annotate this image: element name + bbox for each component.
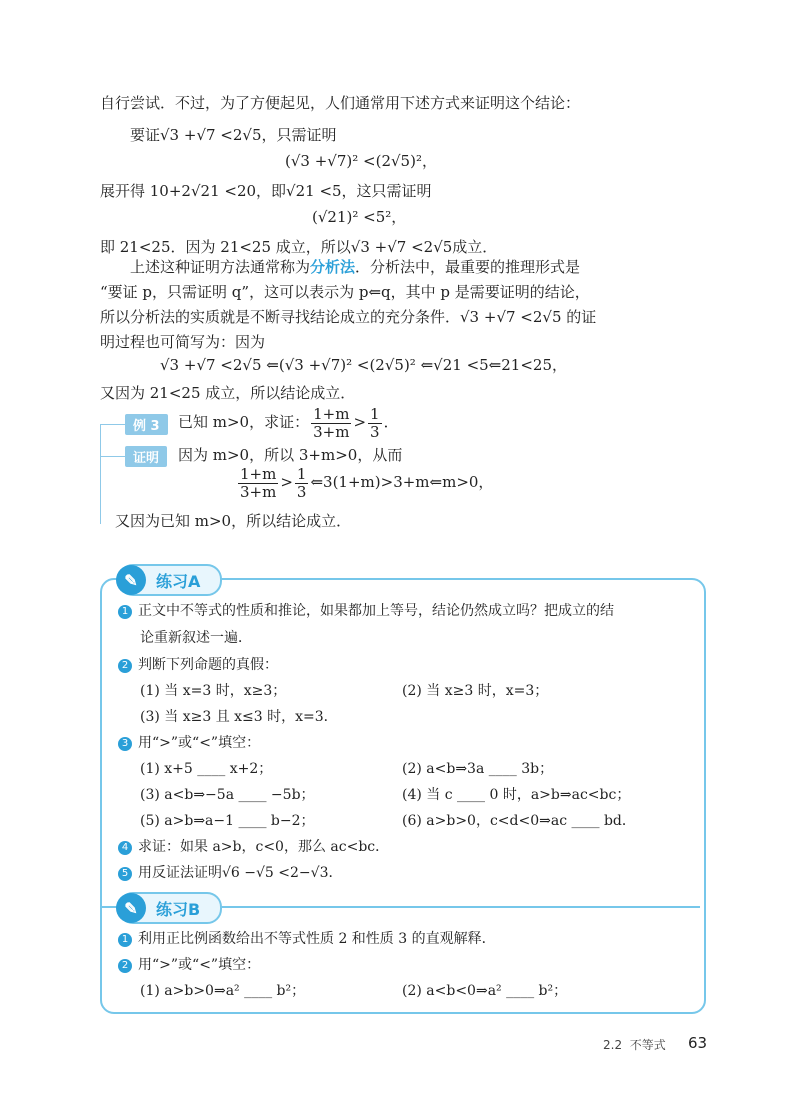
exA-text-3: 用“>”或“<”填空： bbox=[138, 735, 261, 751]
example-rhs-num: 1 bbox=[370, 405, 380, 423]
proof-fraction bbox=[238, 466, 278, 500]
example-period: ． bbox=[383, 413, 399, 431]
exercise-b-header bbox=[118, 892, 222, 924]
exercise-b-title: 练习B bbox=[156, 899, 201, 919]
proof-rhs-den: 3 bbox=[296, 482, 307, 501]
example-connector-top bbox=[100, 424, 125, 425]
exA-item-3-1: (1) x+5 ____ x+2； bbox=[140, 761, 273, 777]
proof-frac-num: 1+m bbox=[240, 465, 277, 483]
exA-text-1a: 正文中不等式的性质和推论，如果都加上等号，结论仍然成立吗？把成立的结 bbox=[138, 603, 614, 619]
formula-2: (√21)² <5²， bbox=[312, 208, 407, 226]
exA-item-3 bbox=[118, 732, 260, 752]
exA-num-1: 1 bbox=[118, 605, 132, 619]
body-line-5 bbox=[130, 256, 580, 277]
exA-item-4 bbox=[118, 836, 389, 856]
example-frac-den: 3+m bbox=[313, 422, 350, 441]
exA-item-2 bbox=[118, 654, 278, 674]
analysis-method-term: 分析法 bbox=[310, 258, 356, 276]
exB-text-2: 用“>”或“<”填空： bbox=[138, 957, 261, 973]
body-line-8: 明过程也可简写为：因为 bbox=[100, 333, 266, 351]
exercise-a-header bbox=[118, 564, 222, 596]
exB-item-2-2: (2) a<b<0⇒a² ____ b²； bbox=[402, 983, 568, 999]
example-frac-num: 1+m bbox=[313, 405, 350, 423]
footer-section bbox=[603, 1036, 666, 1053]
example-tag: 例 3 bbox=[125, 414, 168, 435]
proof-frac-den: 3+m bbox=[240, 482, 277, 501]
exA-item-3-6: (6) a>b>0，c<d<0⇒ac ____ bd． bbox=[402, 813, 636, 829]
exB-item-2-1: (1) a>b>0⇒a² ____ b²； bbox=[140, 983, 306, 999]
exA-item-2-2: (2) 当 x≥3 时，x=3； bbox=[402, 683, 549, 699]
exA-num-4: 4 bbox=[118, 841, 132, 855]
proof-line-3: 又因为已知 m>0，所以结论成立． bbox=[115, 512, 352, 530]
example-connector-mid bbox=[100, 456, 125, 457]
exA-num-5: 5 bbox=[118, 867, 132, 881]
body-line-5-a: 上述这种证明方法通常称为 bbox=[130, 258, 311, 276]
proof-rhs-num: 1 bbox=[296, 465, 307, 483]
body-line-2: 要证√3 +√7 <2√5，只需证明 bbox=[130, 126, 337, 144]
exA-item-1-line-1 bbox=[118, 600, 614, 620]
exB-num-2: 2 bbox=[118, 959, 132, 973]
body-line-4: 即 21<25．因为 21<25 成立，所以√3 +√7 <2√5成立． bbox=[100, 238, 498, 256]
formula-3: √3 +√7 <2√5 ⇐(√3 +√7)² <(2√5)² ⇐√21 <5⇐21<25， bbox=[160, 356, 567, 374]
example-rhs-den: 3 bbox=[370, 422, 380, 441]
footer-section-title: 不等式 bbox=[629, 1038, 666, 1052]
exA-num-2: 2 bbox=[118, 659, 132, 673]
pencil-icon: ✎ bbox=[116, 565, 146, 595]
body-line-9: 又因为 21<25 成立，所以结论成立． bbox=[100, 384, 356, 402]
exA-item-1-line-2: 论重新叙述一遍． bbox=[140, 630, 252, 646]
formula-1: (√3 +√7)² <(2√5)²， bbox=[285, 152, 437, 170]
exA-item-2-1: (1) 当 x=3 时，x≥3； bbox=[140, 683, 287, 699]
exA-item-5 bbox=[118, 862, 342, 882]
example-statement bbox=[178, 406, 399, 440]
example-rhs-fraction bbox=[368, 406, 382, 440]
pencil-icon: ✎ bbox=[116, 893, 146, 923]
footer-section-number: 2.2 bbox=[603, 1038, 623, 1052]
exercise-a-title: 练习A bbox=[156, 571, 201, 591]
exA-item-3-5: (5) a>b⇒a−1 ____ b−2； bbox=[140, 813, 315, 829]
exB-text-1: 利用正比例函数给出不等式性质 2 和性质 3 的直观解释． bbox=[138, 931, 496, 947]
body-line-6: “要证 p，只需证明 q”，这可以表示为 p⇐q，其中 p 是需要证明的结论， bbox=[100, 283, 590, 301]
exB-item-2 bbox=[118, 954, 260, 974]
example-fraction bbox=[311, 406, 351, 440]
proof-line-1: 因为 m>0，所以 3+m>0，从而 bbox=[178, 446, 403, 464]
exA-item-3-4: (4) 当 c ____ 0 时，a>b⇒ac<bc； bbox=[402, 787, 631, 803]
example-side-line bbox=[100, 424, 101, 524]
example-gt: > bbox=[353, 413, 367, 431]
exA-item-2-3: (3) 当 x≥3 且 x≤3 时，x=3． bbox=[140, 709, 338, 725]
proof-tag: 证明 bbox=[125, 446, 167, 467]
proof-tail: ⇐3(1+m)>3+m⇐m>0， bbox=[310, 473, 494, 491]
body-line-1: 自行尝试．不过，为了方便起见，人们通常用下述方式来证明这个结论： bbox=[100, 94, 581, 112]
body-line-5-b: ．分析法中，最重要的推理形式是 bbox=[355, 258, 581, 276]
exA-text-4: 求证：如果 a>b，c<0，那么 ac<bc． bbox=[138, 839, 390, 855]
exA-item-3-3: (3) a<b⇒−5a ____ −5b； bbox=[140, 787, 315, 803]
proof-line-2 bbox=[236, 466, 493, 500]
exA-num-3: 3 bbox=[118, 737, 132, 751]
proof-rhs-fraction bbox=[295, 466, 309, 500]
page-number: 63 bbox=[688, 1034, 708, 1052]
exA-text-5: 用反证法证明√6 −√5 <2−√3． bbox=[138, 865, 343, 881]
exB-item-1 bbox=[118, 928, 496, 948]
exA-text-2: 判断下列命题的真假： bbox=[138, 657, 278, 673]
proof-gt: > bbox=[280, 473, 293, 491]
exA-item-3-2: (2) a<b⇒3a ____ 3b； bbox=[402, 761, 554, 777]
exB-num-1: 1 bbox=[118, 933, 132, 947]
body-line-3: 展开得 10+2√21 <20，即√21 <5，这只需证明 bbox=[100, 182, 432, 200]
example-given: 已知 m>0，求证： bbox=[178, 413, 310, 431]
body-line-7: 所以分析法的实质就是不断寻找结论成立的充分条件．√3 +√7 <2√5 的证 bbox=[100, 308, 597, 326]
